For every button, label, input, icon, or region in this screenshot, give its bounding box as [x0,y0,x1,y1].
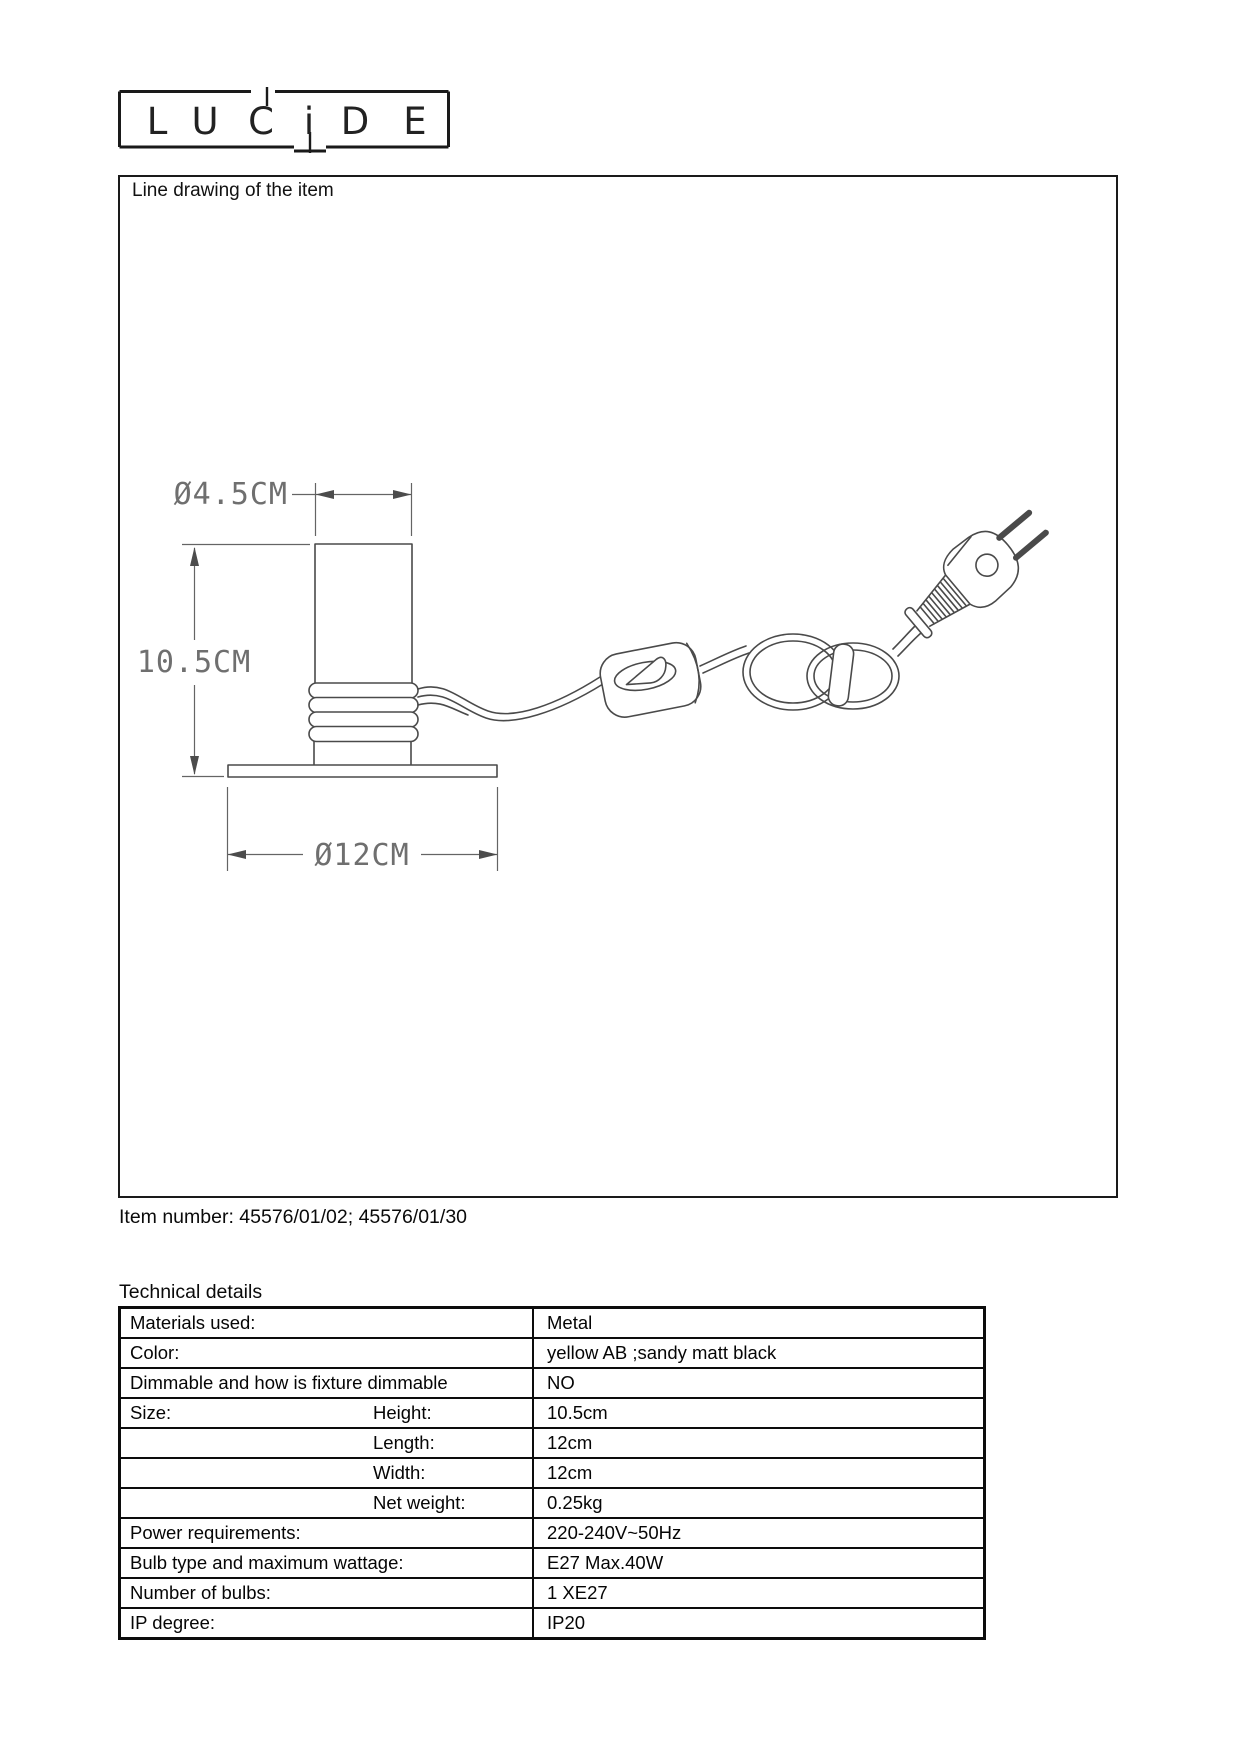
power-cable [418,677,603,721]
spec-value: 12cm [533,1428,985,1458]
cable-mid-section [700,646,749,673]
lamp-line-drawing [120,177,1115,1195]
table-row [120,1308,985,1339]
lamp-body [228,544,497,777]
table-row [120,1608,985,1639]
logo-letter-e: E [403,100,427,143]
spec-label: Bulb type and maximum wattage: [130,1552,404,1573]
dim-label-height: 10.5CM [136,645,252,680]
logo-letter-u: U [191,100,219,143]
logo-letter-i: i [303,100,315,143]
spec-label: Size: [130,1402,172,1423]
line-drawing-box-title: Line drawing of the item [132,180,334,201]
item-number-text: Item number: 45576/01/02; 45576/01/30 [119,1206,468,1228]
table-row [120,1338,985,1368]
spec-sub-label: Length: [373,1432,435,1453]
technical-details-table [118,1306,986,1640]
spec-sub-label: Height: [373,1402,432,1423]
inline-switch [597,639,705,720]
spec-sub-label: Net weight: [373,1492,466,1513]
table-row [120,1488,985,1518]
spec-value: NO [533,1368,985,1398]
spec-value: 0.25kg [533,1488,985,1518]
technical-details-title: Technical details [119,1281,263,1303]
lucide-logo [118,84,452,159]
spec-label: Materials used: [130,1312,256,1333]
table-row [120,1368,985,1398]
spec-value: Metal [533,1308,985,1339]
table-row [120,1428,985,1458]
line-drawing-box [118,175,1118,1198]
logo-letter-l: L [146,100,168,143]
logo-letter-d: D [340,100,370,143]
spec-value: E27 Max.40W [533,1548,985,1578]
dim-label-top-diameter: Ø4.5CM [173,477,288,512]
spec-label: Dimmable and how is fixture dimmable [130,1372,448,1393]
table-row [120,1518,985,1548]
table-row [120,1578,985,1608]
lamp-neck [314,742,411,766]
table-row [120,1548,985,1578]
spec-sub-label: Width: [373,1462,426,1483]
spec-value: 220-240V~50Hz [533,1518,985,1548]
spec-label: Power requirements: [130,1522,301,1543]
spec-value: 1 XE27 [533,1578,985,1608]
logo-letter-c: C [248,100,274,143]
power-plug [893,497,1059,651]
lucide-logo-graphic [118,84,452,154]
table-row [120,1458,985,1488]
dim-label-base-diameter: Ø12CM [314,838,410,873]
spec-label: Color: [130,1342,180,1363]
base-plate [228,765,497,777]
spec-value: 10.5cm [533,1398,985,1428]
table-row [120,1398,985,1428]
spec-label: Number of bulbs: [130,1582,271,1603]
spec-value: 12cm [533,1458,985,1488]
spec-value: yellow AB ;sandy matt black [533,1338,985,1368]
spec-label: IP degree: [130,1612,216,1633]
spec-value: IP20 [533,1608,985,1639]
ribbed-collar [309,683,418,742]
cable-knot [743,626,921,710]
